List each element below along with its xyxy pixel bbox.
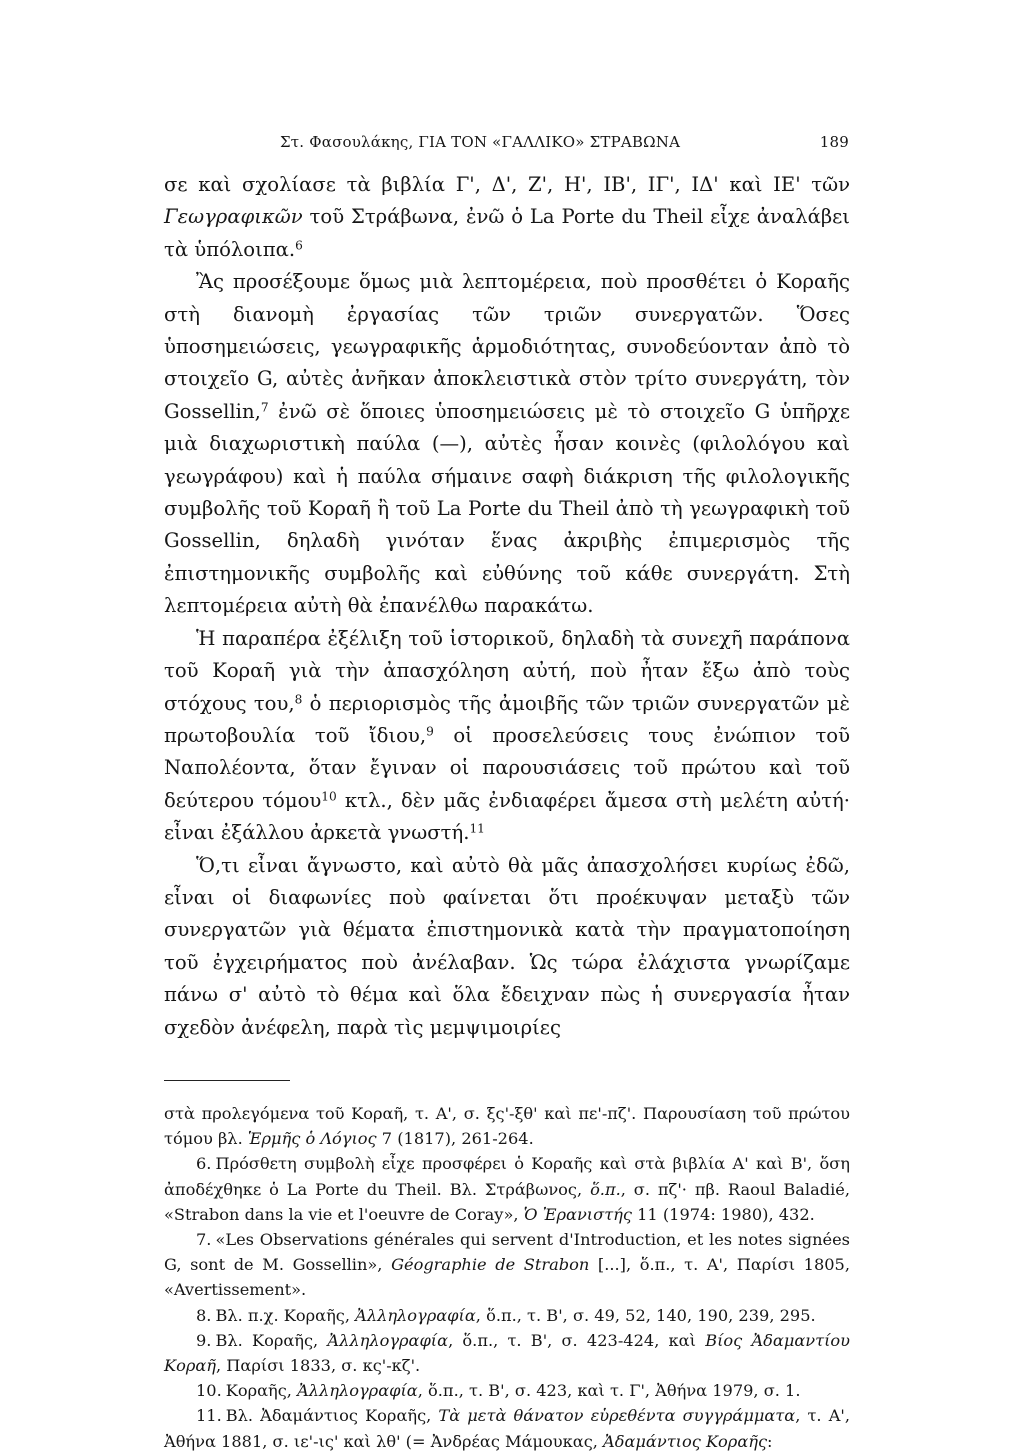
text-segment: τοῦ Στράβωνα, ἐνῶ ὁ La Porte du Theil εἶχε ἀναλάβει τὰ ὑπόλοιπα. xyxy=(164,205,850,261)
footnote xyxy=(164,1101,850,1151)
text-segment: : xyxy=(767,1431,773,1451)
text-segment: [...], ὅ.π., τ. Α', Παρίσι 1805, «Avertissement». xyxy=(164,1255,851,1300)
paragraph xyxy=(164,266,850,622)
text-segment: Ἂς προσέξουμε ὅμως μιὰ λεπτομέρεια, ποὺ προσθέτει ὁ Κοραῆς στὴ διανομὴ ἐργασίας τῶν τριῶν συνεργατῶν. Ὅσες ὑποσημειώσεις, γεωγραφικῆς ἁρμοδιότητας, συνοδεύονταν ἀπὸ τὸ στοιχεῖο G, αὐτὲς ἀνῆκαν ἀποκλειστικὰ στὸν τρίτο συνεργάτη, τὸν Gossellin, xyxy=(164,270,850,423)
text-segment: ὁ περιορισμὸς τῆς ἀμοιβῆς τῶν τριῶν συνεργατῶν μὲ πρωτοβουλία τοῦ ἴδιου, xyxy=(164,691,850,747)
footnote xyxy=(164,1303,850,1328)
footnote-number: 6. xyxy=(196,1154,212,1174)
footnote-ref: 9 xyxy=(426,724,434,739)
running-head xyxy=(164,130,850,160)
text-segment: οἱ προσελεύσεις τους ἐνώπιον τοῦ Ναπολέοντα, ὅταν ἔγιναν οἱ παρουσιάσεις τοῦ πρώτου καὶ τοῦ δεύτερου τόμου xyxy=(164,723,850,812)
footnote xyxy=(164,1227,850,1303)
text-segment: σε καὶ σχολίασε τὰ βιβλία Γ', Δ', Ζ', Η', ΙΒ', ΙΓ', ΙΔ' καὶ ΙΕ' τῶν xyxy=(164,173,850,196)
text-segment: , ὅ.π., τ. Β', σ. 423, καὶ τ. Γ', Ἀθήνα 1979, σ. 1. xyxy=(417,1381,801,1401)
footnote-number: 10. xyxy=(196,1381,222,1401)
italic-text: Géographie de Strabon xyxy=(391,1255,590,1275)
page-number: 189 xyxy=(819,133,849,151)
text-segment: στὰ προλεγόμενα τοῦ Κοραῆ, τ. Α', σ. ξς'-ξθ' καὶ πε'-πζ'. Παρουσίαση τοῦ πρώτου τόμου βλ. xyxy=(164,1103,850,1149)
text-segment: 7 (1817), 261-264. xyxy=(376,1129,534,1149)
text-segment: Ὅ,τι εἶναι ἄγνωστο, καὶ αὐτὸ θὰ μᾶς ἀπασχολήσει κυρίως ἐδῶ, εἶναι οἱ διαφωνίες ποὺ φαίνεται ὅτι προέκυψαν μεταξὺ τῶν συνεργατῶν γιὰ θέματα ἐπιστημονικὰ κατὰ τὴν πραγματοποίηση τοῦ ἐγχειρήματος ποὺ ἀνέλαβαν. Ὡς τώρα ἐλάχιστα γνωρίζαμε πάνω σ' αὐτὸ τὸ θέμα καὶ ὅλα ἔδειχναν πὼς ἡ συνεργασία ἦταν σχεδὸν ἀνέφελη, παρὰ τὶς μεμψιμοιρίες xyxy=(164,853,850,1039)
text-segment: , ὅ.π., τ. Β', σ. 423-424, καὶ xyxy=(448,1330,706,1350)
text-segment: κτλ., δὲν μᾶς ἐνδιαφέρει ἄμεσα στὴ μελέτη αὐτή· εἶναι ἐξάλλου ἀρκετὰ γνωστή. xyxy=(164,788,850,845)
text-segment: Βλ. Κοραῆς, xyxy=(215,1330,328,1350)
italic-text: Ἑρμῆς ὁ Λόγιος xyxy=(247,1129,377,1149)
footnote-ref: 7 xyxy=(260,400,269,415)
body-text xyxy=(164,169,850,1044)
italic-text: ὅ.π. xyxy=(590,1179,621,1199)
italic-text: Ἀλληλογραφία xyxy=(297,1381,418,1401)
footnote-number: 8. xyxy=(196,1305,212,1325)
footnote-number: 7. xyxy=(196,1229,212,1249)
text-segment: Βλ. Ἀδαμάντιος Κοραῆς, xyxy=(225,1406,439,1426)
footnote xyxy=(164,1151,850,1227)
text-segment: Πρόσθετη συμβολὴ εἶχε προσφέρει ὁ Κοραῆς καὶ στὰ βιβλία Α' καὶ Β', ὅση ἀποδέχθηκε ὁ La Porte du Theil. Βλ. Στράβωνος, xyxy=(164,1154,850,1199)
text-segment: , σ. πζ'· πβ. Raoul Baladié, «Strabon dans la vie et l'oeuvre de Coray», xyxy=(164,1179,851,1224)
footnote xyxy=(164,1328,850,1378)
text-segment: Ἡ παραπέρα ἐξέλιξη τοῦ ἱστορικοῦ, δηλαδὴ τὰ συνεχῆ παράπονα τοῦ Κοραῆ γιὰ τὴν ἀπασχόληση αὐτή, ποὺ ἦταν ἔξω ἀπὸ τοὺς στόχους του, xyxy=(164,626,850,715)
footnote-ref: 8 xyxy=(294,691,303,706)
footnote-separator xyxy=(164,1080,290,1081)
footnote xyxy=(164,1378,850,1403)
paragraph xyxy=(164,169,850,266)
italic-text: Βίος Ἀδαμαντίου Κοραῆ xyxy=(164,1330,851,1375)
italic-text: Ἀδαμάντιος Κοραῆς xyxy=(603,1431,768,1451)
running-head-title: Στ. Φασουλάκης, ΓΙΑ ΤΟΝ «ΓΑΛΛΙΚΟ» ΣΤΡΑΒΩΝΑ xyxy=(280,133,681,151)
footnote-ref: 10 xyxy=(321,789,337,804)
footnote-number: 11. xyxy=(196,1406,222,1426)
text-segment: , Παρίσι 1833, σ. κς'-κζ'. xyxy=(216,1356,421,1375)
text-segment: , ὅ.π., τ. Β', σ. 49, 52, 140, 190, 239, 295. xyxy=(475,1305,816,1325)
paragraph xyxy=(164,850,850,1044)
text-segment: «Les Observations générales qui servent d'Introduction, et les notes signées G, sont de M. Gossellin», xyxy=(164,1229,850,1275)
text-segment: , τ. Α', Ἀθήνα 1881, σ. ιε'-ις' καὶ λθ' (= Ἀνδρέας Μάμουκας, xyxy=(164,1406,850,1451)
italic-text: Ἀλληλογραφία xyxy=(327,1330,449,1350)
text-segment: Κοραῆς, xyxy=(225,1381,298,1401)
italic-text: Τὰ μετὰ θάνατον εὑρεθέντα συγγράμματα xyxy=(438,1406,796,1426)
italic-text: Γεωγραφικῶν xyxy=(164,205,303,229)
text-segment: Βλ. π.χ. Κοραῆς, xyxy=(215,1305,356,1325)
italic-text: Ἀλληλογραφία xyxy=(355,1305,476,1325)
page xyxy=(164,130,850,1454)
footnote-ref: 6 xyxy=(295,238,303,253)
footnotes xyxy=(164,1101,850,1454)
footnote-number: 9. xyxy=(196,1330,212,1350)
paragraph xyxy=(164,623,850,850)
text-segment: ἐνῶ σὲ ὅποιες ὑποσημειώσεις μὲ τὸ στοιχεῖο G ὑπῆρχε μιὰ διαχωριστικὴ παύλα (—), αὐτὲς ἦσαν κοινὲς (φιλολόγου καὶ γεωγράφου) καὶ ἡ παύλα σήμαινε σαφὴ διάκριση τῆς φιλολογικῆς συμβολῆς τοῦ Κοραῆ ἢ τοῦ La Porte du Theil ἀπὸ τὴ γεωγραφικὴ τοῦ Gossellin, δηλαδὴ γινόταν ἕνας ἀκριβὴς ἐπιμερισμὸς τῆς ἐπιστημονικῆς συμβολῆς καὶ εὐθύνης τοῦ κάθε συνεργάτη. Στὴ λεπτομέρεια αὐτὴ θὰ ἐπανέλθω παρακάτω. xyxy=(164,399,850,618)
footnote-ref: 11 xyxy=(469,821,485,836)
italic-text: Ὁ Ἐρανιστής xyxy=(523,1204,632,1224)
footnote xyxy=(164,1403,850,1453)
text-segment: 11 (1974: 1980), 432. xyxy=(631,1204,815,1224)
